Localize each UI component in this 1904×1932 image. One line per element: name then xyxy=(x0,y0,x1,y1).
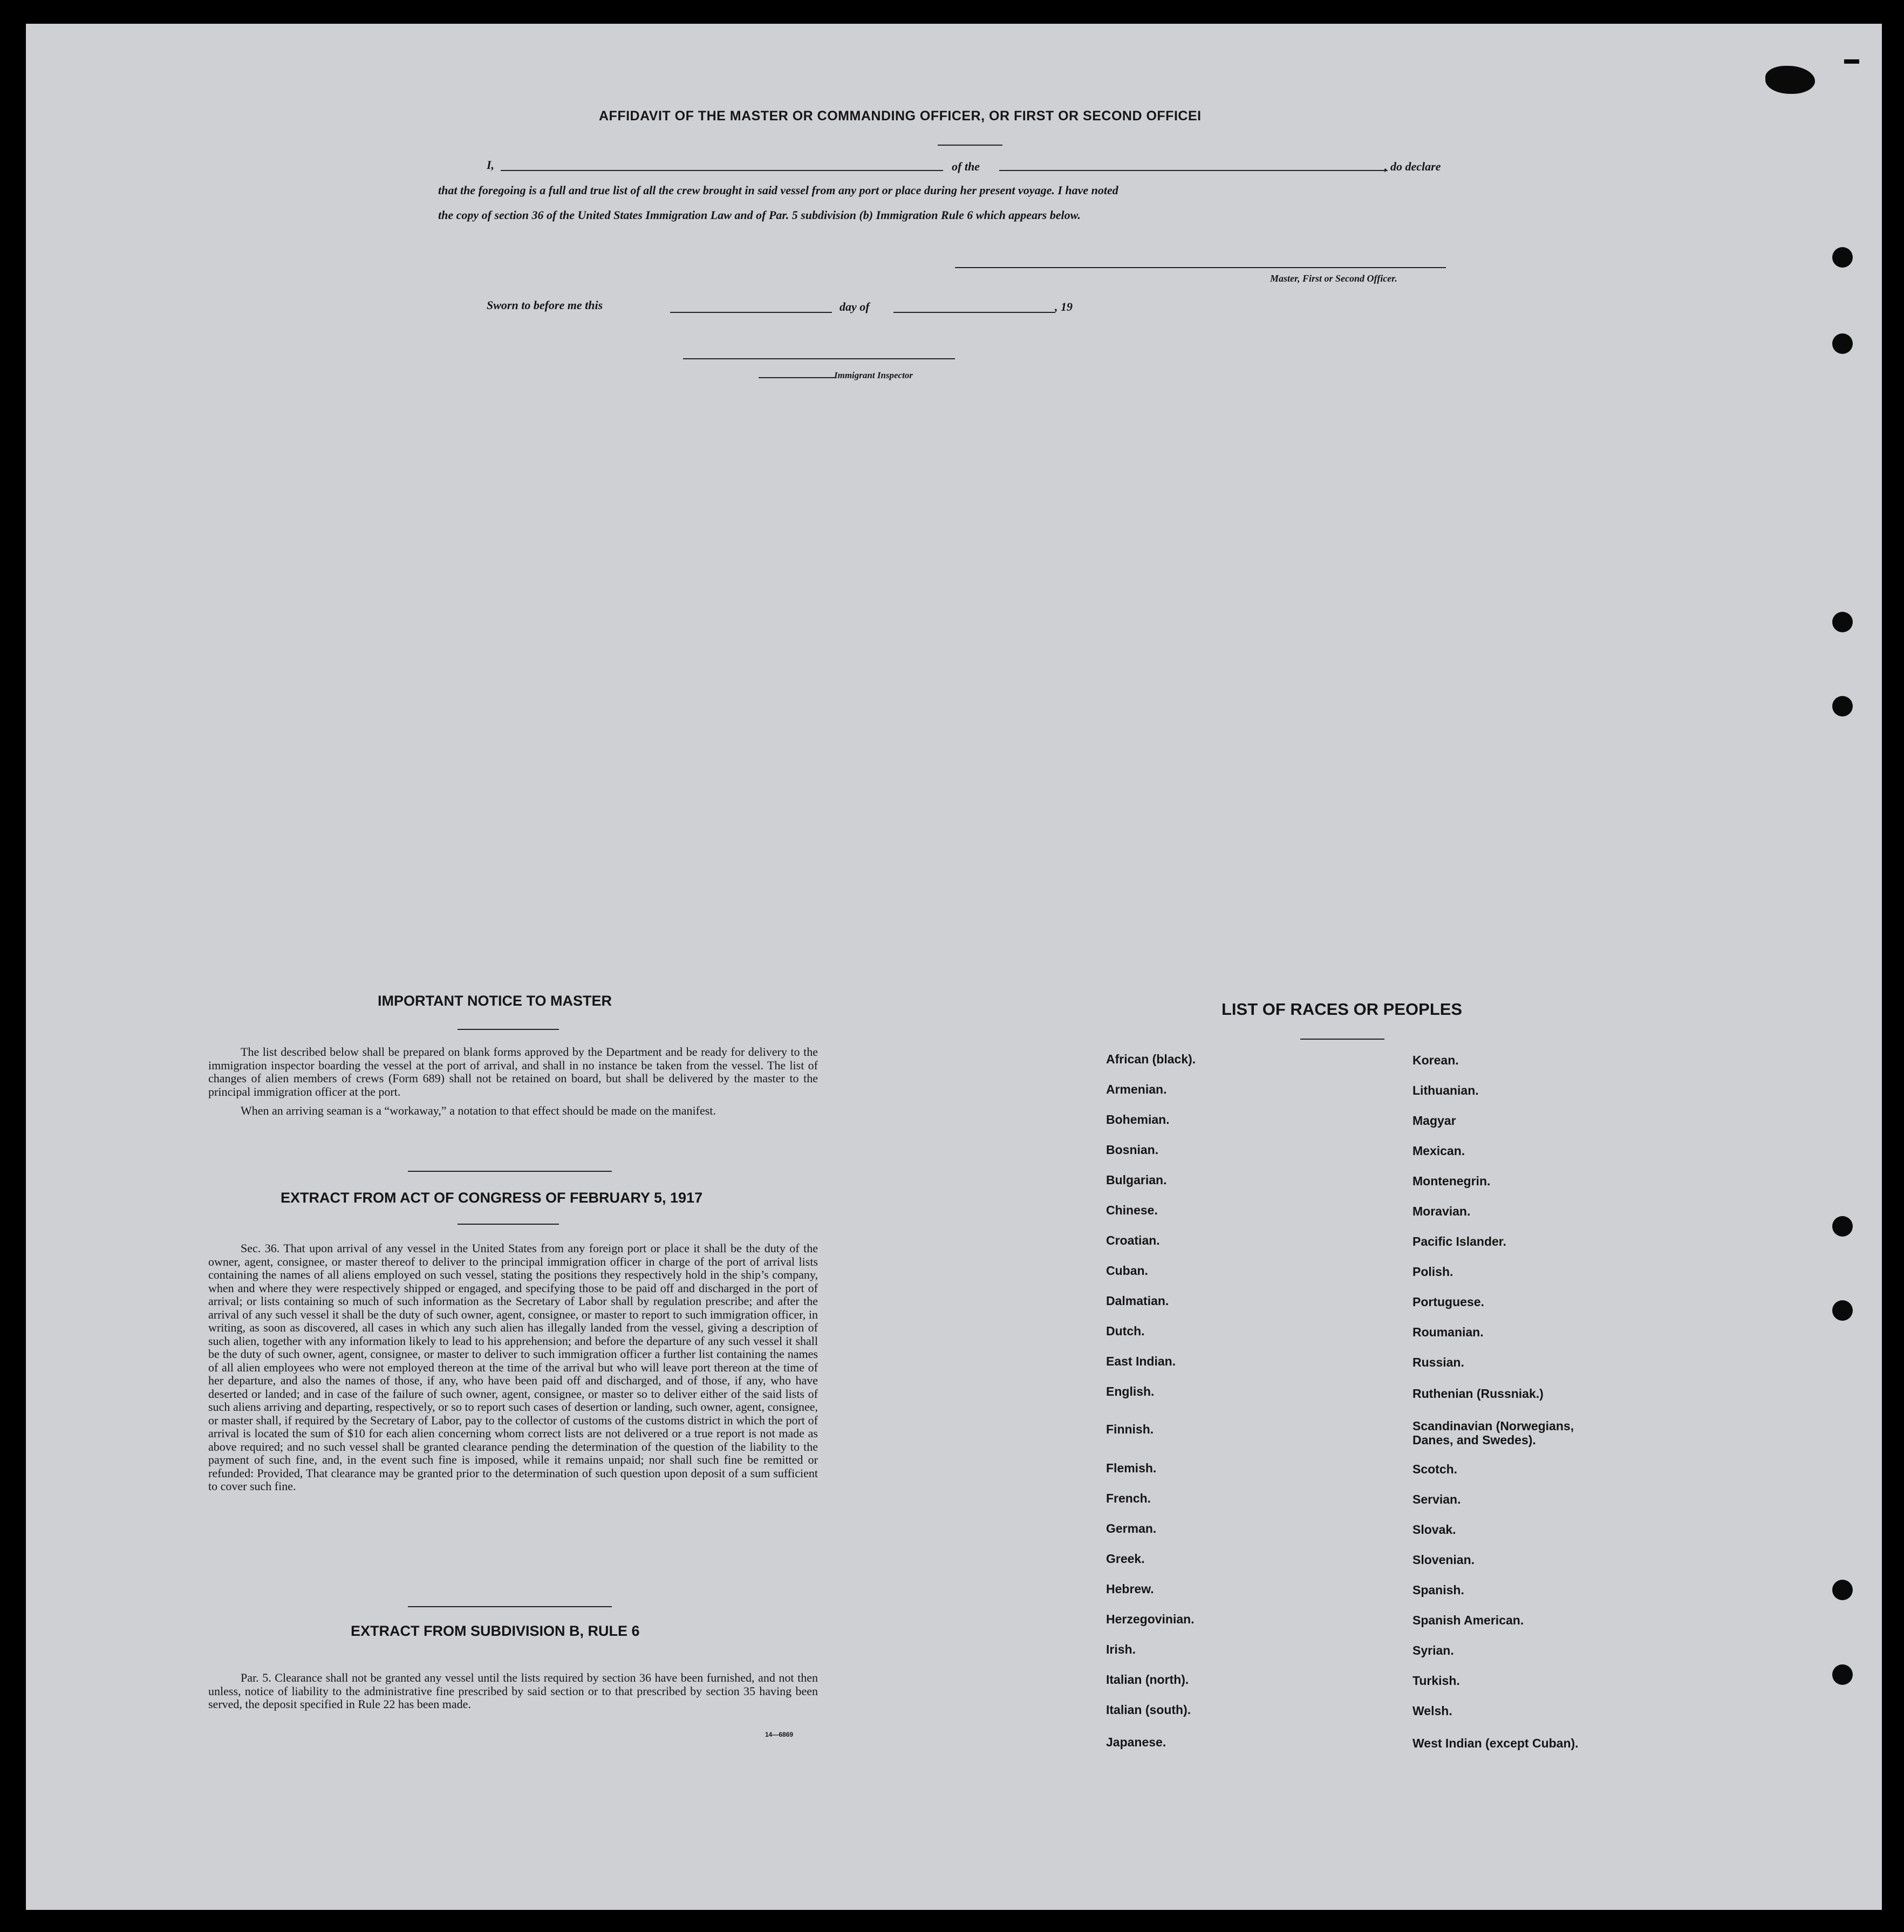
notice-paragraph-2: When an arriving seaman is a “workaway,” a notation to that effect should be made on the manifest. xyxy=(241,1104,716,1117)
document-sheet xyxy=(26,24,1882,1910)
ink-blot xyxy=(1844,59,1859,64)
binder-hole xyxy=(1832,1664,1853,1685)
rule-extract-title: EXTRACT FROM SUBDIVISION B, RULE 6 xyxy=(351,1623,640,1639)
affidavit-line-2: the copy of section 36 of the United States Immigration Law and of Par. 5 subdivision (b) Immigration Rule 6 which appears below. xyxy=(438,208,1081,222)
race-item: Spanish. xyxy=(1412,1583,1464,1597)
race-item: Italian (north). xyxy=(1106,1672,1189,1687)
race-item: Servian. xyxy=(1412,1492,1461,1506)
race-item: Bosnian. xyxy=(1106,1143,1159,1157)
race-item: Italian (south). xyxy=(1106,1703,1191,1717)
race-item: Korean. xyxy=(1412,1053,1459,1067)
i-label: I, xyxy=(487,158,495,172)
race-item: Ruthenian (Russniak.) xyxy=(1412,1387,1544,1401)
race-item: Lithuanian. xyxy=(1412,1083,1479,1097)
race-item: Dutch. xyxy=(1106,1324,1145,1338)
race-item: Scandinavian (Norwegians, Danes, and Swedes). xyxy=(1412,1419,1574,1447)
race-item: Scotch. xyxy=(1412,1462,1458,1476)
section-36-text: Sec. 36. That upon arrival of any vessel in the United States from any foreign port or place it shall be the duty of the owner, agent, consignee, or master thereof to deliver to the principal immigration officer in charge of the port of arrival lists containing the names of all aliens employed on such vessel, stating the positions they respectively hold in the ship’s company, when and where they were respectively shipped or engaged, and specifying those to be paid off and discharged in the port of arrival; or lists containing so much of such information as the Secretary of Labor shall by regulation prescribe; and after the arrival of any such vessel it shall be the duty of such owner, agent, consignee, or master to report to such immigration officer, in writing, as soon as discovered, all cases in which any such alien has illegally landed from the vessel, giving a description of such alien, together with any information likely to lead to his apprehension; and before the departure of any such vessel it shall be the duty of such owner, agent, consignee, or master to deliver to such immigration officer a further list containing the names of all alien employees who were not employed thereon at the time of the arrival but who will leave port thereon at the time of her departure, and also the names of those, if any, who have been paid off and discharged, and of those, if any, who have deserted or landed; and in case of the failure of such owner, agent, consignee, or master so to deliver either of the said lists of such aliens arriving and departing, respectively, or so to report such cases of desertion or landing, such owner, agent, consignee, or master shall, if required by the Secretary of Labor, pay to the collector of customs of the customs district in which the port of arrival is located the sum of $10 for each alien concerning whom correct lists are not delivered or a true report is not made as above required; and no such vessel shall be granted clearance pending the determination of the question of the liability to the payment of such fine, and, in the event such fine is imposed, while it remains unpaid; nor shall such fine be remitted or refunded: Provided, That clearance may be granted prior to the determination of such question upon deposit of a sum sufficient to cover such fine. xyxy=(208,1241,818,1493)
inspector-caption: Immigrant Inspector xyxy=(834,370,913,380)
affidavit-title: AFFIDAVIT OF THE MASTER OR COMMANDING OFFICER, OR FIRST OR SECOND OFFICEI xyxy=(599,108,1202,124)
race-item: West Indian (except Cuban). xyxy=(1412,1736,1579,1750)
race-item: Polish. xyxy=(1412,1265,1453,1279)
notice-paragraph-1: The list described below shall be prepared on blank forms approved by the Department and be ready for delivery to the immigration inspector boarding the vessel at the port of arrival, and shall in no instance be taken from the vessel. The list of changes of alien members of crews (Form 689) shall not be retained on board, but shall be delivered by the master to the principal immigration officer at the port. xyxy=(208,1045,818,1098)
divider xyxy=(458,1029,559,1030)
race-item: Cuban. xyxy=(1106,1264,1148,1278)
race-item: Moravian. xyxy=(1412,1204,1471,1218)
divider xyxy=(408,1606,612,1607)
vessel-blank xyxy=(999,170,1388,171)
race-item: Pacific Islander. xyxy=(1412,1234,1506,1248)
race-item: Armenian. xyxy=(1106,1082,1167,1096)
act-extract-body xyxy=(208,1242,818,1499)
race-item: French. xyxy=(1106,1491,1151,1505)
race-item: Flemish. xyxy=(1106,1461,1157,1475)
race-item: Portuguese. xyxy=(1412,1295,1484,1309)
notice-body xyxy=(208,1046,818,1124)
race-item: Slovenian. xyxy=(1412,1553,1475,1567)
month-blank xyxy=(893,312,1055,313)
day-of-label: day of xyxy=(840,300,870,313)
par-5-text: Par. 5. Clearance shall not be granted any vessel until the lists required by section 36 have been furnished, and not then unless, notice of liability to the administrative fine prescribed by said section or to that prescribed by section 35 having been served, the deposit specified in Rule 22 has been made. xyxy=(208,1671,818,1711)
races-title: LIST OF RACES OR PEOPLES xyxy=(1221,1000,1463,1019)
race-item: African (black). xyxy=(1106,1052,1196,1066)
race-item: German. xyxy=(1106,1521,1157,1535)
binder-hole xyxy=(1832,1300,1853,1321)
race-item: Bohemian. xyxy=(1106,1112,1170,1127)
race-item: English. xyxy=(1106,1384,1155,1398)
divider xyxy=(458,1224,559,1225)
sworn-date-blank xyxy=(670,312,832,313)
race-item: Turkish. xyxy=(1412,1674,1460,1688)
sworn-label: Sworn to before me this xyxy=(487,298,603,312)
of-the-label: of the xyxy=(952,160,980,173)
divider xyxy=(408,1171,612,1172)
race-item: Welsh. xyxy=(1412,1704,1452,1718)
binder-hole xyxy=(1832,612,1853,632)
race-item: Bulgarian. xyxy=(1106,1173,1167,1187)
divider xyxy=(938,145,1002,146)
binder-hole xyxy=(1832,247,1853,268)
race-item: Japanese. xyxy=(1106,1735,1166,1749)
race-item: Slovak. xyxy=(1412,1523,1456,1537)
race-item: Irish. xyxy=(1106,1642,1136,1656)
form-number: 14—6869 xyxy=(765,1731,794,1738)
notice-title: IMPORTANT NOTICE TO MASTER xyxy=(378,993,612,1009)
act-extract-title: EXTRACT FROM ACT OF CONGRESS OF FEBRUARY 5, 1917 xyxy=(281,1190,703,1206)
race-item: Russian. xyxy=(1412,1355,1464,1369)
race-item: Magyar xyxy=(1412,1114,1456,1128)
race-item: Dalmatian. xyxy=(1106,1294,1169,1308)
race-item: Finnish. xyxy=(1106,1422,1154,1436)
race-item: Montenegrin. xyxy=(1412,1174,1491,1188)
race-item: East Indian. xyxy=(1106,1354,1176,1368)
signature-caption: Master, First or Second Officer. xyxy=(1270,273,1397,284)
binder-hole xyxy=(1832,1216,1853,1237)
year-label: , 19 xyxy=(1055,300,1073,313)
race-item: Spanish American. xyxy=(1412,1613,1524,1627)
binder-hole xyxy=(1832,333,1853,354)
race-item: Mexican. xyxy=(1412,1144,1465,1158)
race-item: Croatian. xyxy=(1106,1233,1160,1247)
race-item: Hebrew. xyxy=(1106,1582,1154,1596)
name-blank xyxy=(501,170,943,171)
race-item: Herzegovinian. xyxy=(1106,1612,1195,1626)
race-item: Chinese. xyxy=(1106,1203,1158,1217)
inspector-signature-line xyxy=(683,358,955,359)
race-item: Greek. xyxy=(1106,1552,1145,1566)
rule-extract-body xyxy=(208,1671,818,1717)
do-declare-label: , do declare xyxy=(1384,160,1441,173)
binder-hole xyxy=(1832,696,1853,716)
race-item: Roumanian. xyxy=(1412,1325,1484,1339)
binder-hole xyxy=(1832,1580,1853,1600)
affidavit-line-1: that the foregoing is a full and true list of all the crew brought in said vessel from any port or place during her present voyage. I have noted xyxy=(438,183,1118,197)
inspector-short-line xyxy=(759,377,835,378)
divider xyxy=(1300,1039,1384,1040)
signature-line xyxy=(955,267,1446,268)
race-item: Syrian. xyxy=(1412,1643,1454,1657)
